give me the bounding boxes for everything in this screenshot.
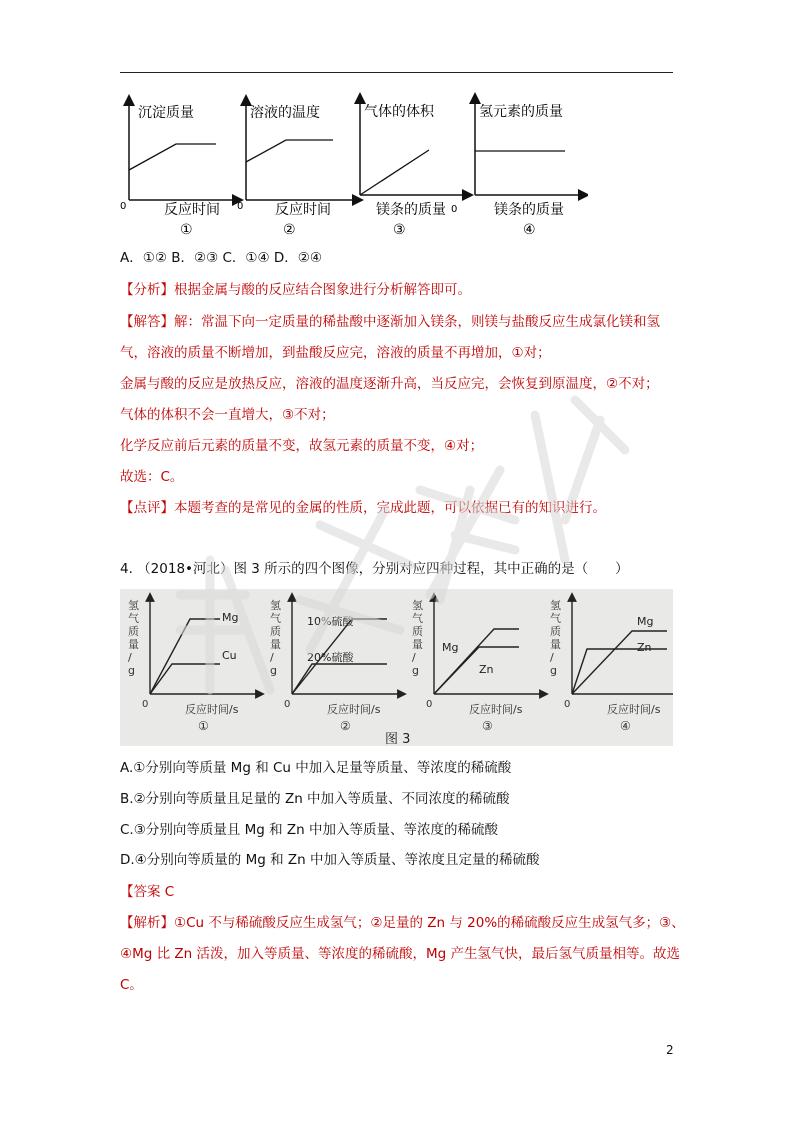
panel-3-xlabel: 反应时间/s bbox=[469, 703, 523, 716]
graph-3-ylabel: 气体的体积 bbox=[364, 104, 434, 120]
panel-3-number: ③ bbox=[482, 719, 493, 733]
graph-1-origin: 0 bbox=[120, 201, 127, 212]
panel-1-origin: 0 bbox=[142, 699, 149, 710]
panel-1-ylabel-char: 氢 bbox=[128, 599, 139, 612]
graph-4 bbox=[475, 98, 584, 238]
panel-1-ylabel-char: 气 bbox=[128, 612, 139, 625]
panel-4-ylabel-char: 气 bbox=[550, 612, 561, 625]
q4-explain-line-2: ④Mg 比 Zn 活泼，加入等质量、等浓度的稀硫酸，Mg 产生氢气快，最后氢气质量相等。故选 bbox=[120, 946, 681, 962]
panel-1-xlabel: 反应时间/s bbox=[185, 703, 239, 716]
q4-option-b: B.②分别向等质量且足量的 Zn 中加入等质量、不同浓度的稀硫酸 bbox=[120, 791, 510, 807]
q3-answer-line-2: 气，溶液的质量不断增加，到盐酸反应完，溶液的质量不再增加，①对； bbox=[120, 345, 551, 361]
panel-4-xlabel: 反应时间/s bbox=[607, 703, 661, 716]
q3-answer-line-3: 金属与酸的反应是放热反应，溶液的温度逐渐升高，当反应完，会恢复到原温度，②不对； bbox=[120, 376, 659, 392]
curve-2 bbox=[246, 140, 333, 162]
panel-1-ylabel-char: 质 bbox=[128, 625, 139, 638]
panel-3-ylabel-char: 气 bbox=[412, 612, 423, 625]
graph-3-origin: 0 bbox=[451, 204, 458, 215]
q3-analysis: 【分析】根据金属与酸的反应结合图象进行分析解答即可。 bbox=[120, 282, 471, 298]
graph-4-ylabel: 氢元素的质量 bbox=[479, 104, 563, 120]
panel-2-label-1: 10%硫酸 bbox=[307, 615, 354, 628]
panel-2-ylabel-char: 氢 bbox=[270, 599, 281, 612]
panel-2-xlabel: 反应时间/s bbox=[327, 703, 381, 716]
panel-4-ylabel-char: 质 bbox=[550, 625, 561, 638]
figure-3-photo bbox=[120, 589, 673, 746]
panel-4-ylabel-char: / bbox=[550, 651, 554, 664]
graph-1-number: ① bbox=[180, 222, 193, 238]
graph-4-xlabel: 镁条的质量 bbox=[494, 202, 564, 218]
figure-3-caption: 图 3 bbox=[385, 732, 411, 746]
q4-explain-line-3: C。 bbox=[120, 977, 143, 993]
q4-stem: 4. （2018•河北）图 3 所示的四个图像，分别对应四种过程，其中正确的是（ ） bbox=[120, 561, 629, 577]
panel-4-label-2: Zn bbox=[637, 641, 652, 654]
panel-1-curve-1 bbox=[150, 619, 220, 694]
q4-option-d: D.④分别向等质量的 Mg 和 Zn 中加入等质量、等浓度且定量的稀硫酸 bbox=[120, 852, 540, 868]
q3-answer-line-1: 【解答】解：常温下向一定质量的稀盐酸中逐渐加入镁条，则镁与盐酸反应生成氯化镁和氢 bbox=[120, 314, 660, 330]
panel-4-curve-1 bbox=[572, 631, 667, 694]
panel-4-number: ④ bbox=[620, 719, 631, 733]
panel-4-curve-2 bbox=[572, 649, 667, 694]
q3-choice: 故选：C。 bbox=[120, 469, 184, 485]
panel-1-label-1: Mg bbox=[222, 611, 239, 624]
page-number: 2 bbox=[666, 1043, 674, 1057]
panel-4-ylabel-char: 量 bbox=[550, 638, 561, 651]
panel-3-label-2: Zn bbox=[479, 663, 494, 676]
graph-2 bbox=[237, 100, 358, 238]
panel-3-ylabel-char: 量 bbox=[412, 638, 423, 651]
q4-answer: 【答案 C bbox=[120, 884, 175, 900]
panel-3-curve-1 bbox=[434, 629, 519, 694]
q3-comment: 【点评】本题考查的是常见的金属的性质，完成此题，可以依据已有的知识进行。 bbox=[120, 500, 606, 516]
q3-answer-line-4: 气体的体积不会一直增大，③不对； bbox=[120, 407, 335, 423]
panel-4-origin: 0 bbox=[564, 699, 571, 710]
panel-2-ylabel-char: / bbox=[270, 651, 274, 664]
q3-answer-line-5: 化学反应前后元素的质量不变，故氢元素的质量不变，④对； bbox=[120, 438, 484, 454]
panel-1-label-2: Cu bbox=[222, 649, 237, 662]
q3-options: A．①② B．②③ C．①④ D．②④ bbox=[120, 250, 323, 266]
panel-3-label-1: Mg bbox=[442, 641, 459, 654]
panel-2-curve-2 bbox=[292, 664, 387, 694]
panel-1-ylabel-char: 量 bbox=[128, 638, 139, 651]
graph-2-origin: 0 bbox=[237, 201, 244, 212]
panel-4-ylabel-char: 氢 bbox=[550, 599, 561, 612]
panel-4-label-1: Mg bbox=[637, 615, 654, 628]
panel-2-label-2: 20%硫酸 bbox=[307, 651, 354, 664]
graph-2-number: ② bbox=[283, 222, 296, 238]
graph-3-xlabel: 镁条的质量 bbox=[376, 202, 446, 218]
panel-2-ylabel-char: 气 bbox=[270, 612, 281, 625]
graph-3-number: ③ bbox=[393, 222, 406, 238]
panel-2-origin: 0 bbox=[284, 699, 291, 710]
panel-1-number: ① bbox=[198, 719, 209, 733]
panel-2-ylabel-char: g bbox=[270, 664, 277, 677]
q4-explain-line-1: 【解析】①Cu 不与稀硫酸反应生成氢气；②足量的 Zn 与 20%的稀硫酸反应生成氢气多；③、 bbox=[120, 915, 685, 931]
graph-1-xlabel: 反应时间 bbox=[164, 202, 220, 218]
q4-option-c: C.③分别向等质量且 Mg 和 Zn 中加入等质量、等浓度的稀硫酸 bbox=[120, 822, 499, 838]
panel-2-ylabel-char: 质 bbox=[270, 625, 281, 638]
panel-1-ylabel-char: g bbox=[128, 664, 135, 677]
curve-1 bbox=[129, 144, 216, 170]
graph-2-xlabel: 反应时间 bbox=[275, 202, 331, 218]
header-rule bbox=[120, 72, 673, 73]
panel-1-ylabel-char: / bbox=[128, 651, 132, 664]
graph-3 bbox=[360, 98, 468, 238]
panel-3-ylabel-char: 氢 bbox=[412, 599, 423, 612]
panel-3-ylabel-char: / bbox=[412, 651, 416, 664]
graph-1-ylabel: 沉淀质量 bbox=[138, 105, 194, 121]
graph-2-ylabel: 溶液的温度 bbox=[250, 105, 320, 121]
panel-3-origin: 0 bbox=[426, 699, 433, 710]
panel-3-curve-2 bbox=[434, 647, 519, 694]
curve-3 bbox=[360, 150, 429, 195]
q4-option-a: A.①分别向等质量 Mg 和 Cu 中加入足量等质量、等浓度的稀硫酸 bbox=[120, 760, 512, 776]
panel-4-ylabel-char: g bbox=[550, 664, 557, 677]
figure-graphs-top bbox=[118, 92, 588, 242]
graph-4-number: ④ bbox=[523, 222, 536, 238]
graph-1 bbox=[120, 100, 238, 238]
panel-2-ylabel-char: 量 bbox=[270, 638, 281, 651]
panel-3-ylabel-char: g bbox=[412, 664, 419, 677]
panel-1-curve-2 bbox=[150, 664, 220, 694]
panel-2-number: ② bbox=[340, 719, 351, 733]
panel-3-ylabel-char: 质 bbox=[412, 625, 423, 638]
